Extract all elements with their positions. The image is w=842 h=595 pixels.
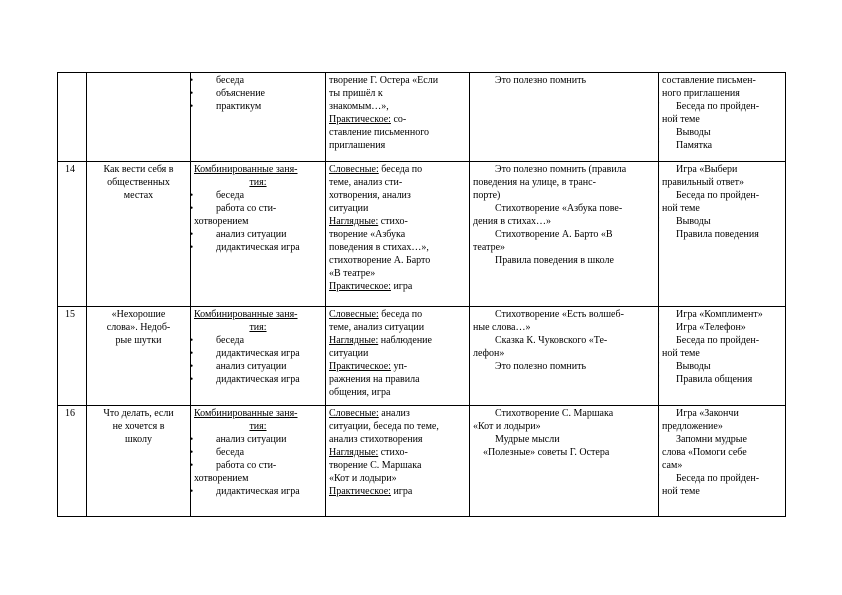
text-line [662, 87, 782, 100]
text-line [329, 321, 466, 334]
lesson-number-cell [58, 162, 87, 307]
text-fragment: Беседа по пройден- [676, 473, 760, 484]
forms-cell [191, 162, 326, 307]
text-line [662, 113, 782, 126]
text-fragment: анализ ситуации [216, 361, 287, 372]
text-line [473, 254, 655, 267]
text-fragment: сам» [662, 460, 683, 471]
text-line [662, 420, 782, 433]
lesson-plan-table [57, 72, 786, 517]
text-fragment: практикум [216, 101, 262, 112]
text-fragment: «Полезные» советы Г. Остера [483, 447, 610, 458]
text-fragment: ставление письменного [329, 127, 430, 138]
text-fragment: дения в стихах…» [473, 216, 552, 227]
text-fragment: анализ ситуации [216, 434, 287, 445]
text-fragment: Беседа по пройден- [676, 190, 760, 201]
text-fragment: дидактическая игра [216, 242, 300, 253]
text-line [194, 485, 322, 498]
text-fragment: Беседа по пройден- [676, 335, 760, 346]
text-line [473, 433, 655, 446]
text-fragment: Выводы [676, 361, 711, 372]
text-line [329, 215, 466, 228]
methods-cell [326, 73, 470, 162]
text-fragment: Запомни мудрые [676, 434, 747, 445]
text-line [329, 386, 466, 399]
text-line [473, 407, 655, 420]
text-fragment: уп- [390, 361, 408, 372]
text-fragment: Мудрые мысли [495, 434, 560, 445]
text-fragment: Это полезно помнить [495, 75, 587, 86]
table-row [58, 406, 786, 517]
text-line [329, 420, 466, 433]
text-line [473, 420, 655, 433]
text-fragment: беседа [216, 447, 245, 458]
topic-cell [87, 73, 191, 162]
text-fragment: работа со сти- [216, 203, 277, 214]
text-line: «Нехорошие [111, 309, 166, 320]
text-line [473, 241, 655, 254]
text-fragment: поведения в стихах…», [329, 242, 429, 253]
text-fragment: стихо- [378, 447, 408, 458]
methods-cell [326, 406, 470, 517]
text-fragment: Памятка [676, 140, 713, 151]
text-fragment: «Кот и лодыри» [473, 421, 541, 432]
text-line [329, 163, 466, 176]
text-fragment: ные слова…» [473, 322, 531, 333]
text-line [194, 433, 322, 446]
text-fragment: ситуации [329, 348, 369, 359]
text-line [662, 334, 782, 347]
text-fragment: «В театре» [329, 268, 376, 279]
text-fragment: приглашения [329, 140, 386, 151]
text-line [194, 459, 322, 472]
text-fragment: анализ ситуации [216, 229, 287, 240]
forms-cell [191, 73, 326, 162]
text-line [329, 100, 466, 113]
text-line [194, 202, 322, 215]
text-line [194, 176, 322, 189]
text-fragment: анализ стихотворения [329, 434, 423, 445]
text-line [194, 87, 322, 100]
text-fragment: ной теме [662, 203, 700, 214]
text-line [662, 163, 782, 176]
text-fragment: Словесные: [329, 408, 379, 419]
text-fragment: творение Г. Остера «Если [329, 75, 439, 86]
text-fragment: Практическое: [329, 114, 391, 125]
text-line [329, 373, 466, 386]
text-fragment: хотворением [194, 216, 249, 227]
text-line [473, 308, 655, 321]
text-line [473, 321, 655, 334]
forms-cell [191, 307, 326, 406]
text-line [194, 100, 322, 113]
text-fragment: поведения на улице, в транс- [473, 177, 596, 188]
text-line [329, 308, 466, 321]
text-fragment: Игра «Выбери [676, 164, 738, 175]
forms-cell [191, 406, 326, 517]
text-line [194, 407, 322, 420]
text-fragment: дидактическая игра [216, 348, 300, 359]
text-line [194, 373, 322, 386]
text-line [194, 189, 322, 202]
text-fragment: творение «Азбука [329, 229, 406, 240]
text-line [329, 126, 466, 139]
lesson-number: 14 [65, 164, 75, 175]
topic-cell [87, 307, 191, 406]
text-fragment: беседа [216, 190, 245, 201]
text-line [662, 373, 782, 386]
text-fragment: теме, анализ ситуации [329, 322, 425, 333]
methods-cell [326, 307, 470, 406]
text-fragment: Стихотворение С. Маршака [495, 408, 614, 419]
text-line: Что делать, если [103, 408, 174, 419]
text-fragment: Игра «Телефон» [676, 322, 746, 333]
text-fragment: Беседа по пройден- [676, 101, 760, 112]
text-fragment: ной теме [662, 348, 700, 359]
text-fragment: Наглядные: [329, 335, 379, 346]
text-fragment: Наглядные: [329, 216, 379, 227]
text-fragment: Комбинированные заня- [194, 408, 298, 419]
text-line [662, 446, 782, 459]
text-line [194, 420, 322, 433]
topic-cell [87, 162, 191, 307]
text-fragment: дидактическая игра [216, 374, 300, 385]
text-line [662, 74, 782, 87]
materials-cell [470, 406, 659, 517]
text-fragment: «Кот и лодыри» [329, 473, 397, 484]
text-fragment: составление письмен- [662, 75, 756, 86]
text-line [329, 254, 466, 267]
text-fragment: тия: [249, 421, 267, 432]
text-line [662, 126, 782, 139]
text-line [473, 189, 655, 202]
text-fragment: ситуации, беседа по теме, [329, 421, 439, 432]
text-line [329, 176, 466, 189]
text-line [473, 446, 655, 459]
text-fragment: Стихотворение А. Барто «В [495, 229, 613, 240]
text-fragment: тия: [249, 177, 267, 188]
text-fragment: Правила общения [676, 374, 753, 385]
text-fragment: Стихотворение «Азбука пове- [495, 203, 623, 214]
text-line [194, 347, 322, 360]
text-fragment: игра [390, 281, 413, 292]
text-fragment: Комбинированные заня- [194, 309, 298, 320]
text-fragment: стихотворение А. Барто [329, 255, 431, 266]
text-line [662, 202, 782, 215]
text-line [473, 215, 655, 228]
text-line [194, 228, 322, 241]
control-cell [659, 307, 786, 406]
text-fragment: порте) [473, 190, 501, 201]
text-line [194, 334, 322, 347]
text-line [329, 446, 466, 459]
text-fragment: Правила поведения в школе [495, 255, 614, 266]
text-line [329, 334, 466, 347]
text-fragment: Правила поведения [676, 229, 759, 240]
text-line [473, 334, 655, 347]
text-fragment: Игра «Закончи [676, 408, 739, 419]
text-line [329, 407, 466, 420]
text-fragment: хотворения, анализ [329, 190, 411, 201]
text-fragment: Наглядные: [329, 447, 379, 458]
text-line [473, 360, 655, 373]
text-line [194, 163, 322, 176]
text-fragment: слова «Помоги себе [662, 447, 747, 458]
text-line [662, 215, 782, 228]
text-fragment: наблюдение [378, 335, 432, 346]
text-line [194, 446, 322, 459]
text-fragment: предложение» [662, 421, 723, 432]
text-line [329, 139, 466, 152]
text-line [329, 228, 466, 241]
lesson-number: 16 [65, 408, 75, 419]
text-line: рые шутки [115, 335, 162, 346]
text-line [662, 433, 782, 446]
text-fragment: теме, анализ сти- [329, 177, 403, 188]
text-line [473, 176, 655, 189]
text-fragment: анализ [378, 408, 410, 419]
text-line [329, 280, 466, 293]
text-fragment: Практическое: [329, 486, 391, 497]
text-fragment: ной теме [662, 486, 700, 497]
text-line [329, 267, 466, 280]
materials-cell [470, 162, 659, 307]
text-fragment: стихо- [378, 216, 408, 227]
text-fragment: тия: [249, 322, 267, 333]
text-line [194, 215, 322, 228]
text-line [662, 472, 782, 485]
text-fragment: общения, игра [329, 387, 391, 398]
text-fragment: Сказка К. Чуковского «Те- [495, 335, 608, 346]
lesson-number-cell [58, 307, 87, 406]
text-fragment: лефон» [473, 348, 505, 359]
text-line: не хочется в [112, 421, 165, 432]
topic-cell [87, 406, 191, 517]
text-line [329, 347, 466, 360]
text-line [194, 74, 322, 87]
text-fragment: творение С. Маршака [329, 460, 422, 471]
text-line: местах [123, 190, 154, 201]
text-line [329, 241, 466, 254]
text-line [662, 139, 782, 152]
control-cell [659, 73, 786, 162]
control-cell [659, 406, 786, 517]
text-line [329, 485, 466, 498]
text-fragment: Игра «Комплимент» [676, 309, 763, 320]
text-line [662, 176, 782, 189]
text-fragment: игра [390, 486, 413, 497]
text-fragment: Практическое: [329, 281, 391, 292]
text-line: школу [125, 434, 152, 445]
materials-cell [470, 73, 659, 162]
text-line [194, 308, 322, 321]
text-fragment: беседа по [378, 309, 423, 320]
text-fragment: дидактическая игра [216, 486, 300, 497]
text-fragment: ного приглашения [662, 88, 740, 99]
text-line [329, 433, 466, 446]
text-fragment: ты пришёл к [329, 88, 383, 99]
text-line [662, 485, 782, 498]
text-fragment: ной теме [662, 114, 700, 125]
text-line [662, 407, 782, 420]
text-line [329, 74, 466, 87]
text-line: общественных [107, 177, 170, 188]
text-fragment: Комбинированные заня- [194, 164, 298, 175]
text-fragment: Практическое: [329, 361, 391, 372]
text-fragment: Выводы [676, 216, 711, 227]
text-fragment: беседа по [378, 164, 423, 175]
text-line [662, 189, 782, 202]
text-fragment: объяснение [216, 88, 265, 99]
table-row [58, 73, 786, 162]
text-fragment: Выводы [676, 127, 711, 138]
text-fragment: правильный ответ» [662, 177, 745, 188]
text-line [329, 360, 466, 373]
text-fragment: Словесные: [329, 309, 379, 320]
text-line [329, 459, 466, 472]
text-fragment: Это полезно помнить (правила [495, 164, 627, 175]
text-fragment: Это полезно помнить [495, 361, 587, 372]
text-fragment: со- [390, 114, 407, 125]
text-line [473, 228, 655, 241]
text-line [473, 347, 655, 360]
table-row [58, 307, 786, 406]
text-line [662, 459, 782, 472]
text-fragment: ситуации [329, 203, 369, 214]
methods-cell [326, 162, 470, 307]
text-line [662, 321, 782, 334]
text-line [473, 202, 655, 215]
text-line [329, 87, 466, 100]
text-line [662, 100, 782, 113]
text-line [662, 228, 782, 241]
lesson-number: 15 [65, 309, 75, 320]
text-fragment: работа со сти- [216, 460, 277, 471]
text-fragment: ражнения на правила [329, 374, 420, 385]
lesson-number-cell [58, 73, 87, 162]
text-line [329, 189, 466, 202]
text-line [194, 241, 322, 254]
text-fragment: знакомым…», [329, 101, 389, 112]
lesson-number-cell [58, 406, 87, 517]
text-line [329, 113, 466, 126]
text-line: слова». Недоб- [106, 322, 171, 333]
text-line [662, 308, 782, 321]
text-line [194, 472, 322, 485]
text-fragment: Стихотворение «Есть волшеб- [495, 309, 624, 320]
text-fragment: Словесные: [329, 164, 379, 175]
text-fragment: беседа [216, 75, 245, 86]
text-line: Как вести себя в [103, 164, 174, 175]
control-cell [659, 162, 786, 307]
text-fragment: хотворением [194, 473, 249, 484]
text-line [194, 321, 322, 334]
text-line [473, 74, 655, 87]
text-line [662, 347, 782, 360]
table-row [58, 162, 786, 307]
text-line [329, 202, 466, 215]
text-fragment: театре» [473, 242, 506, 253]
materials-cell [470, 307, 659, 406]
text-fragment: беседа [216, 335, 245, 346]
text-line [662, 360, 782, 373]
text-line [329, 472, 466, 485]
text-line [194, 360, 322, 373]
text-line [473, 163, 655, 176]
